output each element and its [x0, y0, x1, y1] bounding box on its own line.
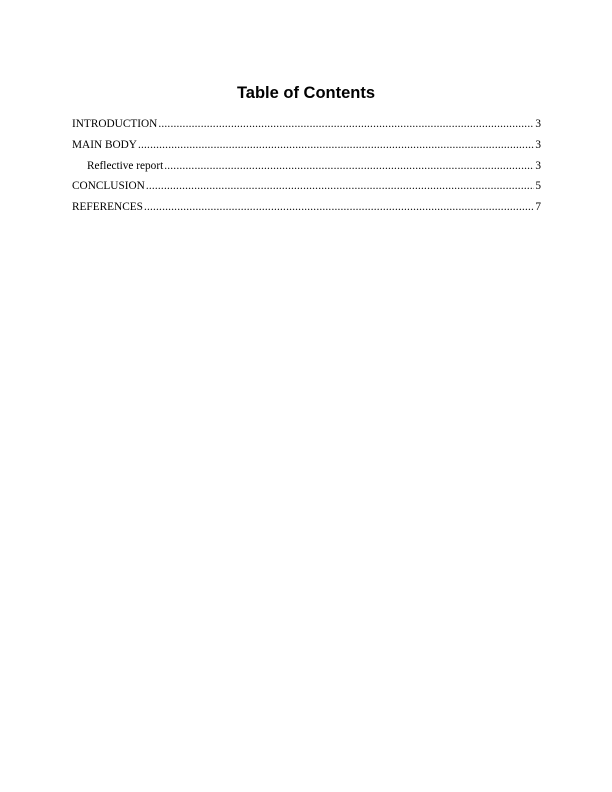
toc-page-number: 5: [535, 180, 541, 193]
toc-dot-leader: [138, 138, 534, 152]
toc-page-number: 7: [535, 201, 541, 214]
toc-entry-main-body[interactable]: [72, 138, 541, 159]
toc-dot-leader: [158, 117, 534, 131]
toc-page-number: 3: [535, 159, 541, 172]
toc-page-number: 3: [535, 118, 541, 130]
toc-entry-introduction[interactable]: [72, 117, 541, 138]
toc-entry-reflective-report[interactable]: [72, 159, 541, 180]
toc-entry-conclusion[interactable]: [72, 179, 541, 200]
toc-entry-label: MAIN BODY: [72, 138, 137, 151]
toc-entry-label: REFERENCES: [72, 201, 143, 214]
toc-dot-leader: [164, 159, 534, 173]
toc-entry-label: INTRODUCTION: [72, 118, 158, 130]
toc-entry-label: Reflective report: [87, 159, 164, 172]
toc-entry-references[interactable]: [72, 200, 541, 221]
toc-dot-leader: [144, 200, 534, 214]
toc-page-number: 3: [535, 138, 541, 151]
toc-entry-label: CONCLUSION: [72, 180, 145, 193]
toc-dot-leader: [146, 179, 535, 193]
toc-list: [72, 117, 541, 221]
toc-title: Table of Contents: [236, 84, 376, 102]
